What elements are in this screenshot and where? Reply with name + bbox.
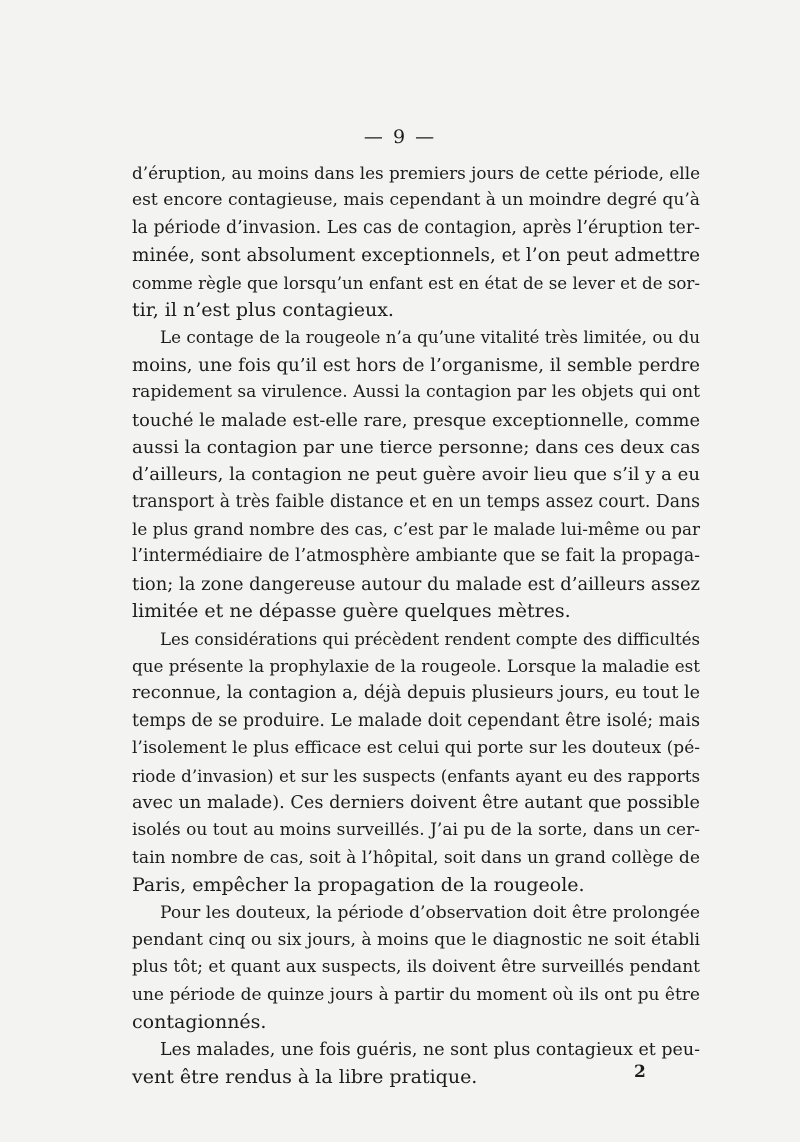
text-line: l’intermédiaire de l’atmosphère ambiante que se fait la propaga- xyxy=(132,546,700,567)
text-line: comme règle que lorsqu’un enfant est en état de se lever et de sor- xyxy=(132,273,700,293)
text-line: d’éruption, au moins dans les premiers jours de cette période, elle xyxy=(132,163,701,183)
text-line: vent être rendus à la libre pratique. xyxy=(132,1065,478,1088)
text-line: minée, sont absolument exceptionnels, et l’on peut admettre xyxy=(132,245,701,267)
text-line: est encore contagieuse, mais cependant à un moindre degré qu’à xyxy=(132,190,700,211)
signature-mark: 2 xyxy=(634,1062,646,1082)
text-line: Pour les douteux, la période d’observation doit être prolongée xyxy=(160,902,700,923)
text-line: que présente la prophylaxie de la rougeole. Lorsque la maladie est xyxy=(132,656,700,677)
text-line: limitée et ne dépasse guère quelques mètres. xyxy=(132,600,571,623)
text-line: tain nombre de cas, soit à l’hôpital, soit dans un grand collège de xyxy=(132,847,700,868)
text-line: reconnue, la contagion a, déjà depuis plusieurs jours, eu tout le xyxy=(132,683,700,704)
text-line: Les considérations qui précèdent rendent compte des difficultés xyxy=(160,629,700,649)
text-line: Les malades, une fois guéris, ne sont plus contagieux et peu- xyxy=(160,1039,700,1060)
page-number: — 9 — xyxy=(363,126,437,148)
text-line: isolés ou tout au moins surveillés. J’ai pu de la sorte, dans un cer- xyxy=(132,820,700,841)
text-line: d’ailleurs, la contagion ne peut guère avoir lieu que s’il y a eu xyxy=(132,464,700,486)
text-line: le plus grand nombre des cas, c’est par le malade lui-même ou par xyxy=(132,519,700,540)
text-line: l’isolement le plus efficace est celui qui porte sur les douteux (pé- xyxy=(132,738,700,759)
text-line: temps de se produire. Le malade doit cependant être isolé; mais xyxy=(132,710,700,731)
text-line: riode d’invasion) et sur les suspects (enfants ayant eu des rapports xyxy=(132,766,700,786)
text-line: avec un malade). Ces derniers doivent être autant que possible xyxy=(132,792,700,813)
text-line: aussi la contagion par une tierce personne; dans ces deux cas xyxy=(132,436,700,458)
text-line: contagionnés. xyxy=(132,1011,267,1034)
text-line: plus tôt; et quant aux suspects, ils doivent être surveillés pendant xyxy=(132,957,700,978)
text-line: moins, une fois qu’il est hors de l’organisme, il semble perdre xyxy=(132,354,700,376)
text-line: transport à très faible distance et en un temps assez court. Dans xyxy=(132,491,700,512)
text-line: tir, il n’est plus contagieux. xyxy=(132,298,394,321)
body-text xyxy=(132,160,700,1091)
text-line: une période de quinze jours à partir du moment où ils ont pu être xyxy=(132,984,700,1005)
text-line: la période d’invasion. Les cas de contagion, après l’éruption ter- xyxy=(132,217,700,238)
text-line: Paris, empêcher la propagation de la rougeole. xyxy=(132,874,585,897)
text-line: Le contage de la rougeole n’a qu’une vitalité très limitée, ou du xyxy=(160,327,700,348)
text-line: touché le malade est-elle rare, presque exceptionnelle, comme xyxy=(132,409,700,431)
text-line: pendant cinq ou six jours, à moins que le diagnostic ne soit établi xyxy=(132,929,700,950)
text-line: rapidement sa virulence. Aussi la contagion par les objets qui ont xyxy=(132,382,701,403)
text-line: tion; la zone dangereuse autour du malade est d’ailleurs assez xyxy=(132,573,700,595)
